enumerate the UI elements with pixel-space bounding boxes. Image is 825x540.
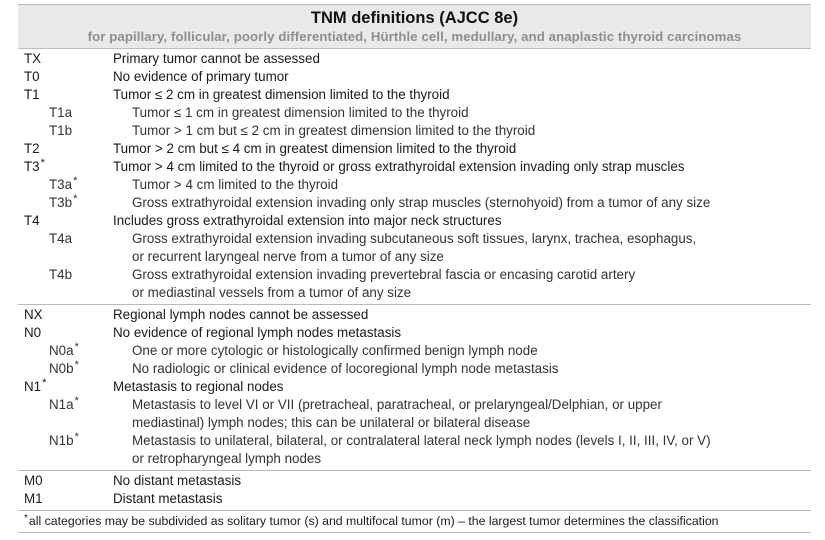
desc-t1	[113, 86, 811, 104]
desc-line: Primary tumor cannot be assessed	[113, 51, 320, 66]
desc-line: Metastasis to level VI or VII (pretracheal, paratracheal, or prelaryngeal/Delphian, or upper	[132, 397, 662, 412]
code-label: M0	[24, 473, 43, 488]
row-t1a	[18, 104, 811, 122]
desc-line: Metastasis to unilateral, bilateral, or contralateral lateral neck lymph nodes (levels I, II, III, IV, or V)	[132, 433, 711, 448]
code-label: T3	[24, 159, 40, 174]
desc-nx	[113, 306, 811, 324]
asterisk-mark: *	[73, 193, 78, 205]
asterisk-mark: *	[74, 359, 79, 371]
code-label: M1	[24, 491, 43, 506]
code-m1	[24, 490, 43, 508]
desc-tx	[113, 50, 811, 68]
desc-t3b	[132, 194, 811, 212]
desc-m1	[113, 490, 811, 508]
row-n0b	[18, 360, 811, 378]
table-body	[18, 49, 811, 511]
footnote-star: *	[24, 513, 28, 524]
desc-t1a	[132, 104, 811, 122]
code-n1b	[49, 432, 79, 451]
desc-line: No evidence of regional lymph nodes metastasis	[113, 325, 402, 340]
desc-t4	[113, 212, 811, 230]
desc-line-continued: or mediastinal vessels from a tumor of any size	[132, 285, 412, 300]
desc-t3	[113, 158, 811, 176]
desc-line: Tumor > 4 cm limited to the thyroid	[132, 177, 339, 192]
code-label: T4a	[49, 231, 73, 246]
code-label: N1	[24, 379, 42, 394]
asterisk-mark: *	[40, 157, 45, 169]
desc-line: Tumor ≤ 1 cm in greatest dimension limited to the thyroid	[132, 105, 469, 120]
code-label: TX	[24, 51, 42, 66]
code-label: T4	[24, 213, 40, 228]
desc-line: Metastasis to regional nodes	[113, 379, 284, 394]
code-label: T1	[24, 87, 40, 102]
desc-t4a	[132, 230, 811, 266]
row-t4b	[18, 266, 811, 302]
row-t3	[18, 158, 811, 176]
code-label: T1a	[49, 105, 73, 120]
section-m	[18, 471, 811, 511]
desc-n0b	[132, 360, 811, 378]
code-n0b	[49, 360, 79, 379]
section-n	[18, 305, 811, 471]
code-label: T2	[24, 141, 40, 156]
code-t1b	[49, 122, 72, 140]
desc-n1a	[132, 396, 811, 432]
code-t4a	[49, 230, 72, 248]
section-t	[18, 49, 811, 305]
row-t1	[18, 86, 811, 104]
desc-n1	[113, 378, 811, 396]
code-label: N0	[24, 325, 42, 340]
code-label: NX	[24, 307, 43, 322]
code-t4b	[49, 266, 72, 284]
table-title: TNM definitions (AJCC 8e)	[310, 9, 519, 27]
row-t2	[18, 140, 811, 158]
code-m0	[24, 472, 43, 490]
table-header	[18, 4, 811, 49]
row-t3b	[18, 194, 811, 212]
asterisk-mark: *	[74, 341, 79, 353]
code-label: T1b	[49, 123, 73, 138]
asterisk-mark: *	[73, 175, 78, 187]
tnm-table	[18, 4, 811, 533]
desc-line: Gross extrathyroidal extension invading subcutaneous soft tissues, larynx, trachea, esophagus,	[132, 231, 697, 246]
desc-t0	[113, 68, 811, 86]
code-t3	[24, 158, 45, 177]
code-t4	[24, 212, 40, 230]
desc-t1b	[132, 122, 811, 140]
row-m0	[18, 472, 811, 490]
row-n1a	[18, 396, 811, 432]
desc-line: One or more cytologic or histologically confirmed benign lymph node	[132, 343, 538, 358]
desc-line-continued: or retropharyngeal lymph nodes	[132, 451, 322, 466]
desc-line: No radiologic or clinical evidence of locoregional lymph node metastasis	[132, 361, 559, 376]
desc-line: Tumor > 4 cm limited to the thyroid or gross extrathyroidal extension invading only strap muscles	[113, 159, 685, 174]
row-n0a	[18, 342, 811, 360]
desc-line: No distant metastasis	[113, 473, 242, 488]
desc-t4b	[132, 266, 811, 302]
code-n0	[24, 324, 41, 342]
desc-line: Gross extrathyroidal extension invading prevertebral fascia or encasing carotid artery	[132, 267, 636, 282]
desc-line: Tumor ≤ 2 cm in greatest dimension limited to the thyroid	[113, 87, 450, 102]
code-label: N0a	[49, 343, 74, 358]
row-t3a	[18, 176, 811, 194]
desc-n1b	[132, 432, 811, 468]
code-label: T3a	[49, 177, 73, 192]
row-t4	[18, 212, 811, 230]
code-t1	[24, 86, 40, 104]
desc-line: Includes gross extrathyroidal extension into major neck structures	[113, 213, 502, 228]
code-label: T3b	[49, 195, 73, 210]
code-t2	[24, 140, 40, 158]
footnote	[18, 511, 811, 533]
row-m1	[18, 490, 811, 508]
row-t4a	[18, 230, 811, 266]
code-label: N1a	[49, 397, 74, 412]
desc-line-continued: or recurrent laryngeal nerve from a tumor of any size	[132, 249, 444, 264]
desc-n0a	[132, 342, 811, 360]
code-t1a	[49, 104, 72, 122]
asterisk-mark: *	[42, 377, 47, 389]
desc-m0	[113, 472, 811, 490]
row-n1b	[18, 432, 811, 468]
desc-line: Tumor > 1 cm but ≤ 2 cm in greatest dimension limited to the thyroid	[132, 123, 536, 138]
code-t0	[24, 68, 40, 86]
code-nx	[24, 306, 43, 324]
desc-line-continued: mediastinal) lymph nodes; this can be unilateral or bilateral disease	[132, 415, 531, 430]
asterisk-mark: *	[74, 431, 79, 443]
desc-t2	[113, 140, 811, 158]
desc-t3a	[132, 176, 811, 194]
desc-line: No evidence of primary tumor	[113, 69, 289, 84]
row-nx	[18, 306, 811, 324]
code-t3b	[49, 194, 77, 213]
code-n1	[24, 378, 46, 397]
desc-line: Distant metastasis	[113, 491, 223, 506]
row-t0	[18, 68, 811, 86]
table-subtitle: for papillary, follicular, poorly differentiated, Hürthle cell, medullary, and anaplastic thyroid carcinomas	[87, 29, 742, 44]
code-label: N0b	[49, 361, 74, 376]
desc-n0	[113, 324, 811, 342]
row-n1	[18, 378, 811, 396]
asterisk-mark: *	[74, 395, 79, 407]
row-n0	[18, 324, 811, 342]
desc-line: Regional lymph nodes cannot be assessed	[113, 307, 369, 322]
code-tx	[24, 50, 41, 68]
code-n1a	[49, 396, 79, 415]
code-label: N1b	[49, 433, 74, 448]
row-t1b	[18, 122, 811, 140]
code-label: T0	[24, 69, 40, 84]
row-tx	[18, 50, 811, 68]
code-label: T4b	[49, 267, 73, 282]
desc-line: Tumor > 2 cm but ≤ 4 cm in greatest dimension limited to the thyroid	[113, 141, 517, 156]
footnote-text: all categories may be subdivided as solitary tumor (s) and multifocal tumor (m) – the largest tumor determines the classification	[28, 514, 719, 528]
desc-line: Gross extrathyroidal extension invading only strap muscles (sternohyoid) from a tumor of any size	[132, 195, 711, 210]
